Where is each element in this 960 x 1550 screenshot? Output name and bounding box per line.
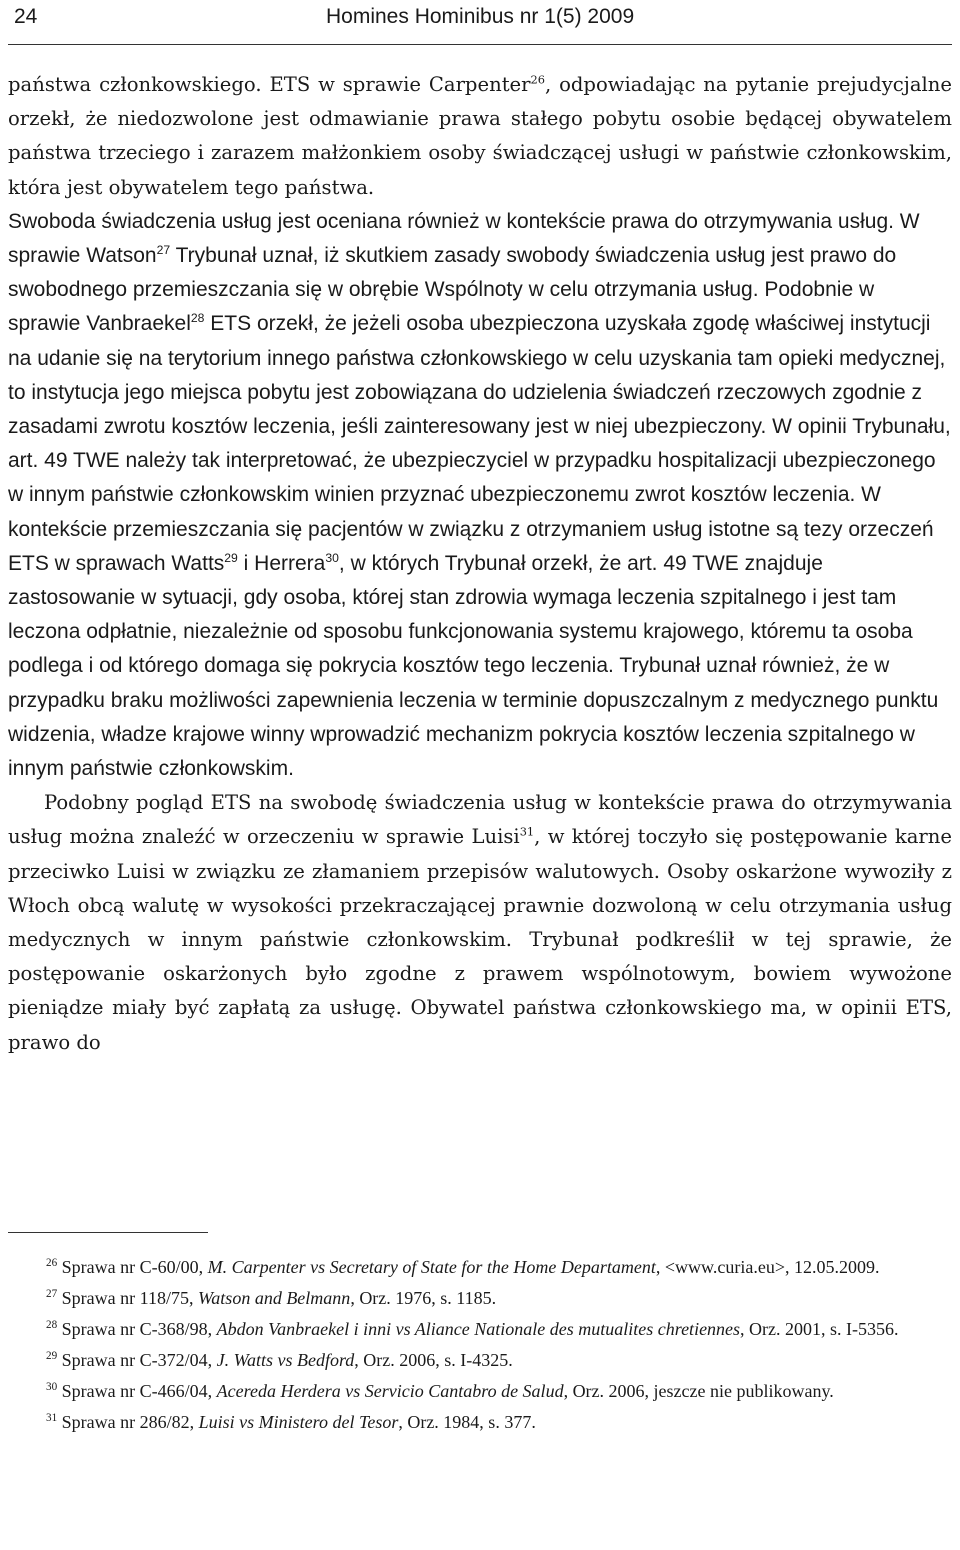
text-run: , Orz. 2006, s. I-4325. (354, 1350, 513, 1370)
footnote-ref-26[interactable]: 26 (530, 72, 545, 87)
page-header (8, 0, 952, 45)
footnote-number: 31 (46, 1412, 58, 1424)
footnote-29 (8, 1345, 952, 1376)
text-run: , w której toczyło się postępowanie karne przeciwko Luisi w związku ze złamaniem przepisów walutowych. Osoby oskarżone wywoziły z Włoch obcą walutę w wysokości przekraczającej prawnie dozwoloną w celu otrzymania usług medycznych w innym państwie członkowskim. Trybunał podkreślił w tej sprawie, że postępowanie oskarżonych było zgodne z prawem wspólnotowym, bowiem wywożone pieniądze miały być zapłatą za usługę. Obywatel państwa członkowskiego ma, w opinii ETS, prawo do (8, 825, 952, 1054)
paragraph-2-lead (8, 205, 952, 786)
text-run: , Orz. 2001, s. I-5356. (740, 1319, 899, 1339)
footnote-divider (8, 1232, 208, 1233)
text-run: Sprawa nr C-466/04, (57, 1381, 217, 1401)
case-name: Watson and Belmann (197, 1288, 351, 1308)
footnote-31 (8, 1407, 952, 1438)
text-run: Sprawa nr 286/82, (57, 1412, 199, 1432)
footnote-ref-28[interactable]: 28 (190, 311, 205, 326)
footnote-number: 26 (46, 1257, 58, 1269)
paragraph-1 (8, 68, 952, 205)
text-run: Sprawa nr C-372/04, (57, 1350, 217, 1370)
footnote-number: 27 (46, 1288, 58, 1300)
text-run: Sprawa nr C-60/00, (57, 1257, 208, 1277)
footnote-27 (8, 1283, 952, 1314)
footnote-28 (8, 1314, 952, 1345)
text-run: i Herrera (237, 551, 326, 575)
journal-title: Homines Hominibus nr 1(5) 2009 (326, 5, 635, 28)
text-run: , Orz. 2006, jeszcze nie publikowany. (563, 1381, 834, 1401)
text-run: , Orz. 1976, s. 1185. (350, 1288, 497, 1308)
footnote-30 (8, 1376, 952, 1407)
text-run: , <www.curia.eu>, 12.05.2009. (655, 1257, 880, 1277)
text-run: Sprawa nr 118/75, (57, 1288, 198, 1308)
footnote-number: 30 (46, 1381, 58, 1393)
case-name: M. Carpenter vs Secretary of State for the Home Departament (207, 1257, 656, 1277)
footnote-number: 28 (46, 1319, 58, 1331)
footnotes (8, 1252, 952, 1438)
footnote-ref-27[interactable]: 27 (156, 243, 171, 258)
body-text (8, 68, 952, 1060)
case-name: J. Watts vs Bedford (216, 1350, 355, 1370)
footnote-number: 29 (46, 1350, 58, 1362)
text-run: Swoboda świadczenia usług jest oceniana również w kontekście prawa do otrzymywania usług. W sprawie Watson (8, 209, 920, 268)
page-number: 24 (14, 5, 38, 28)
text-run: Trybunał uznał, iż skutkiem zasady swobody świadczenia usług jest prawo do swobodnego przemieszczania się w obrębie Wspólnoty w celu otrzymania usług. Podobnie w sprawie Vanbraekel (8, 244, 897, 336)
paragraph-3 (8, 786, 952, 1060)
text-run: , w których Trybunał orzekł, że art. 49 TWE znajduje zastosowanie w sytuacji, gdy osoba, której stan zdrowia wymaga leczenia szpitalnego i jest tam leczona odpłatnie, niezależnie od sposobu funkcjonowania systemu krajowego, któremu ta osoba podlega i od którego domaga się pokrycia kosztów tego leczenia. Trybunał uznał również, że w przypadku braku możliwości zapewnienia leczenia w terminie dopuszczalnym z medycznego punktu widzenia, władze krajowe winny wprowadzić mechanizm pokrycia kosztów leczenia szpitalnego w innym państwie członkowskim. (8, 551, 939, 781)
case-name: Luisi vs Ministero del Tesor (198, 1412, 399, 1432)
text-run: państwa członkowskiego. ETS w sprawie Carpenter (8, 73, 531, 96)
case-name: Acereda Herdera vs Servicio Cantabro de Salud (216, 1381, 564, 1401)
footnote-ref-31[interactable]: 31 (519, 824, 535, 839)
case-name: Abdon Vanbraekel i inni vs Aliance Nationale des mutualites chretiennes (216, 1319, 741, 1339)
text-run: , Orz. 1984, s. 377. (398, 1412, 536, 1432)
footnote-26 (8, 1252, 952, 1283)
text-run: ETS orzekł, że jeżeli osoba ubezpieczona uzyskała zgodę właściwej instytucji na udanie się na terytorium innego państwa członkowskiego w celu uzyskania tam opieki medycznej, to instytucja jego miejsca pobytu jest zobowiązana do udzielenia świadczeń rzeczowych zgodnie z zasadami zwrotu kosztów leczenia, jeśli zainteresowany jest w niej ubezpieczony. W opinii Trybunału, art. 49 TWE należy tak interpretować, że ubezpieczyciel w przypadku hospitalizacji ubezpieczonego w innym państwie członkowskim winien przyznać ubezpieczonemu zwrot kosztów leczenia. W kontekście przemieszczania się pacjentów w związku z otrzymaniem usług istotne są tezy orzeczeń ETS w sprawach Watts (8, 312, 951, 575)
footnote-ref-30[interactable]: 30 (325, 550, 339, 565)
footnote-ref-29[interactable]: 29 (224, 550, 238, 565)
text-run: Podobny pogląd ETS na swobodę świadczenia usług w kontekście prawa do otrzymywania usług można znaleźć w orzeczeniu w sprawie Luisi (8, 791, 952, 849)
text-run: , odpowiadając na pytanie prejudycjalne orzekł, że niedozwolone jest odmawianie prawa stałego pobytu osobie będącej obywatelem państwa trzeciego i zarazem małżonkiem osoby świadczącej usługi w państwie członkowskim, która jest obywatelem tego państwa. (8, 73, 952, 199)
text-run: Sprawa nr C-368/98, (57, 1319, 217, 1339)
